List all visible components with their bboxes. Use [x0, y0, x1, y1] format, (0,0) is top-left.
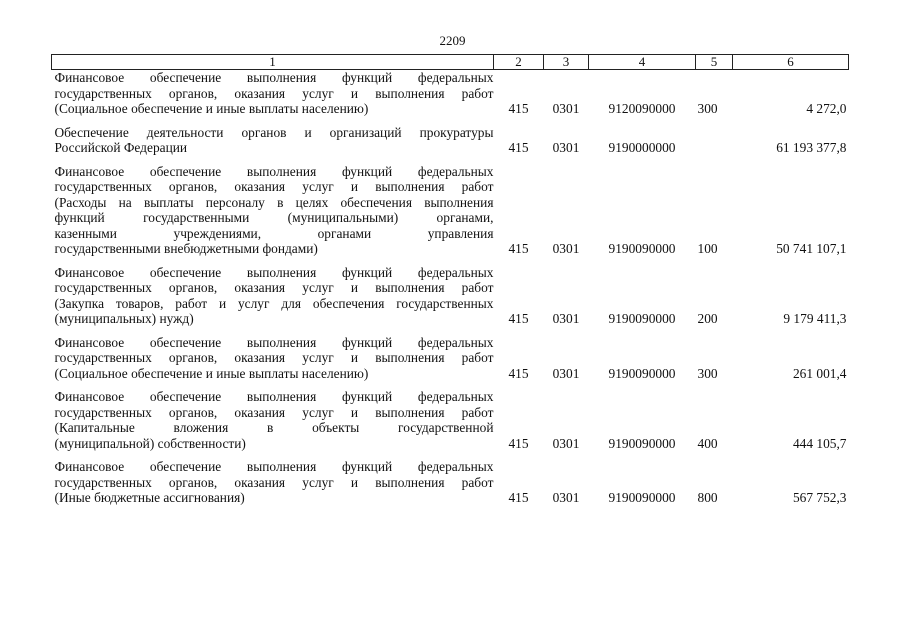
article-code: 9120090000 — [608, 101, 676, 116]
row-description — [52, 389, 494, 459]
amount: 61 193 377,8 — [776, 140, 847, 155]
section-code: 0301 — [552, 101, 580, 116]
section-code: 0301 — [552, 140, 580, 155]
description-line: Финансовое обеспечение выполнения функций федеральных — [54, 163, 494, 179]
ministry-code: 415 — [508, 101, 529, 116]
table-row — [52, 389, 849, 459]
description-line: государственных органов, оказания услуг и выполнения работ — [54, 474, 494, 490]
row-description — [52, 164, 494, 265]
table-row — [52, 265, 849, 335]
amount: 4 272,0 — [806, 101, 847, 116]
description-line: Финансовое обеспечение выполнения функций федеральных — [54, 389, 494, 404]
row-description — [52, 125, 494, 164]
row-description — [52, 335, 494, 390]
amount: 9 179 411,3 — [783, 311, 847, 326]
ministry-code: 415 — [508, 365, 529, 381]
article-code: 9190090000 — [608, 311, 676, 326]
description-line: Финансовое обеспечение выполнения функций федеральных — [54, 459, 494, 474]
amount: 50 741 107,1 — [776, 241, 847, 256]
expense-type-code: 400 — [697, 435, 718, 451]
expense-type-code: 100 — [697, 241, 718, 256]
header-col-5: 5 — [696, 55, 733, 70]
expense-type-code: 300 — [697, 365, 718, 381]
article-code: 9190000000 — [608, 140, 676, 155]
table-body — [52, 70, 849, 514]
description-line: (Капитальные вложения в объекты государственной — [54, 420, 494, 435]
table-row — [52, 335, 849, 390]
article-code: 9190090000 — [608, 241, 676, 256]
ministry-code: 415 — [508, 241, 529, 256]
row-description — [52, 459, 494, 514]
header-col-1: 1 — [52, 55, 494, 70]
description-line: государственных органов, оказания услуг и выполнения работ — [54, 350, 494, 365]
description-line: государственных органов, оказания услуг и выполнения работ — [54, 85, 494, 101]
row-description — [52, 70, 494, 125]
description-line: Финансовое обеспечение выполнения функций федеральных — [54, 70, 494, 85]
table-row — [52, 459, 849, 514]
table-row — [52, 70, 849, 125]
ministry-code: 415 — [508, 435, 529, 451]
ministry-code: 415 — [508, 490, 529, 505]
section-code: 0301 — [552, 365, 580, 381]
section-code: 0301 — [552, 490, 580, 505]
article-code: 9190090000 — [608, 435, 676, 451]
table-row — [52, 164, 849, 265]
description-line: государственных органов, оказания услуг и выполнения работ — [54, 179, 494, 194]
ministry-code: 415 — [508, 140, 529, 155]
description-line: Обеспечение деятельности органов и организаций прокуратуры — [54, 124, 494, 140]
description-line: (Иные бюджетные ассигнования) — [54, 490, 245, 505]
amount: 261 001,4 — [792, 365, 847, 381]
row-description — [52, 265, 494, 335]
description-line: (Закупка товаров, работ и услуг для обеспечения государственных — [54, 295, 494, 311]
description-line: Финансовое обеспечение выполнения функций федеральных — [54, 264, 494, 280]
description-line: казенными учреждениями, органами управления — [54, 225, 494, 241]
section-code: 0301 — [552, 435, 580, 451]
header-col-6: 6 — [733, 55, 849, 70]
header-col-4: 4 — [589, 55, 696, 70]
expense-type-code: 300 — [697, 101, 718, 116]
description-line: функций государственными (муниципальными) органами, — [54, 210, 494, 225]
description-line: (Социальное обеспечение и иные выплаты населению) — [54, 365, 369, 381]
header-row — [52, 55, 849, 70]
table-row — [52, 125, 849, 164]
expense-type-code — [696, 125, 733, 164]
description-line: (муниципальной) собственности) — [54, 435, 246, 451]
section-code: 0301 — [552, 241, 580, 256]
amount: 567 752,3 — [792, 490, 847, 505]
description-line: государственных органов, оказания услуг и выполнения работ — [54, 280, 494, 295]
expense-type-code: 200 — [697, 311, 718, 326]
section-code: 0301 — [552, 311, 580, 326]
page-number: 2209 — [439, 33, 466, 48]
description-line: государственных органов, оказания услуг и выполнения работ — [54, 404, 494, 420]
description-line: (Социальное обеспечение и иные выплаты населению) — [54, 101, 369, 116]
ministry-code: 415 — [508, 311, 529, 326]
description-line: Финансовое обеспечение выполнения функций федеральных — [54, 334, 494, 350]
header-col-2: 2 — [494, 55, 544, 70]
description-line: (муниципальных) нужд) — [54, 311, 194, 326]
expense-type-code: 800 — [697, 490, 718, 505]
amount: 444 105,7 — [792, 435, 847, 451]
description-line: (Расходы на выплаты персоналу в целях обеспечения выполнения — [54, 194, 494, 210]
description-line: Российской Федерации — [54, 140, 188, 155]
article-code: 9190090000 — [608, 490, 676, 505]
article-code: 9190090000 — [608, 365, 676, 381]
description-line: государственными внебюджетными фондами) — [54, 241, 318, 256]
budget-table — [51, 54, 849, 514]
header-col-3: 3 — [544, 55, 589, 70]
